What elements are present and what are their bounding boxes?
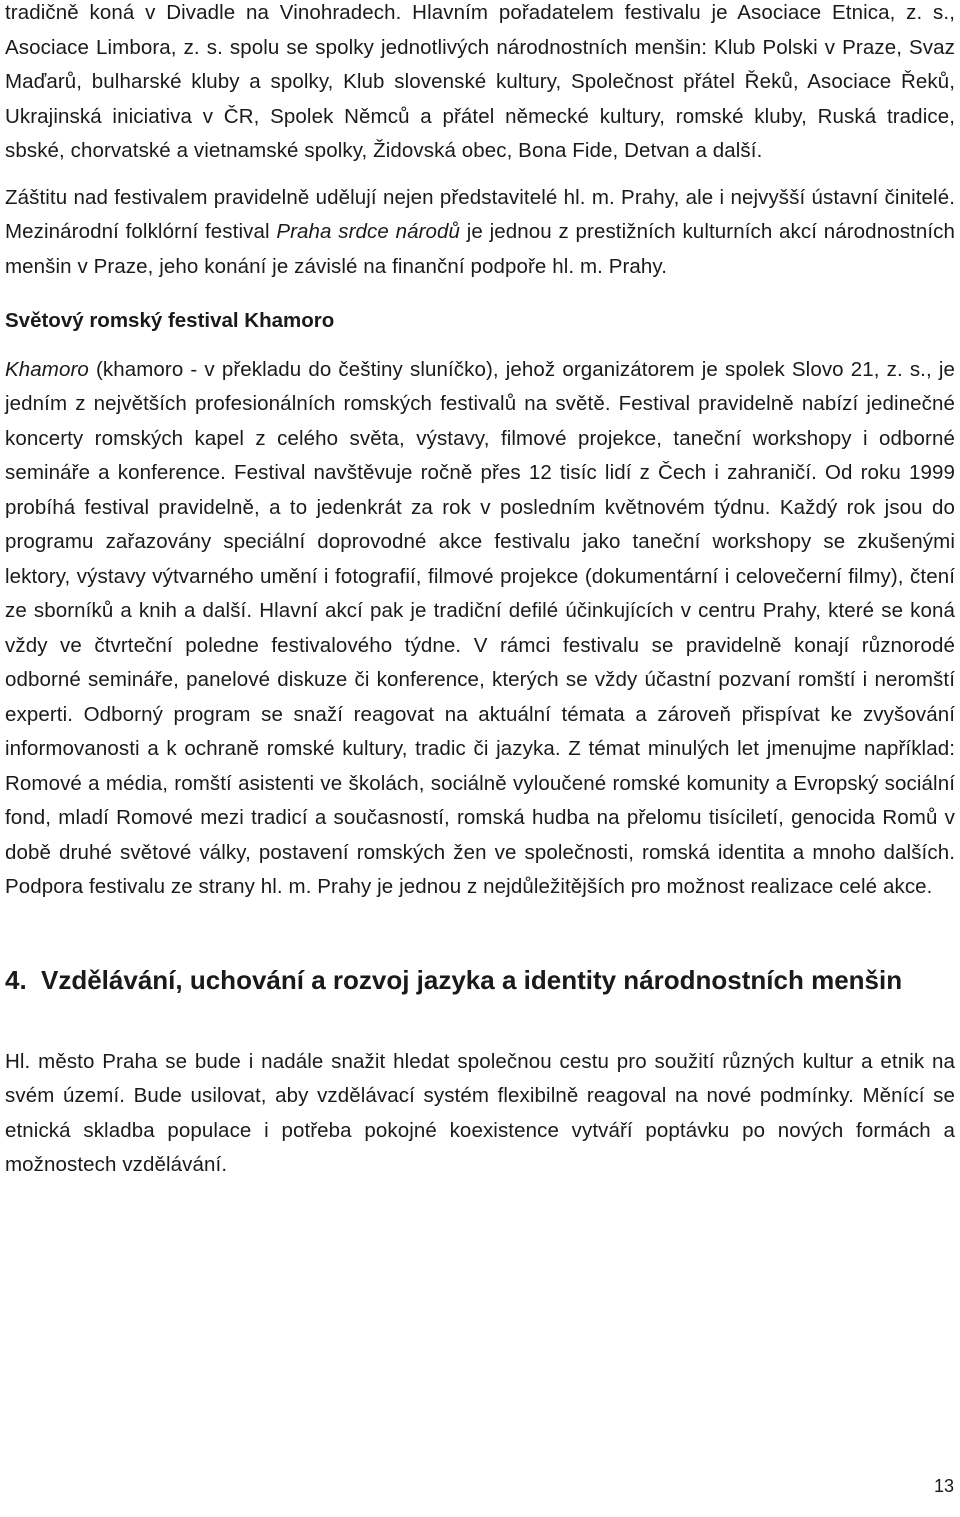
- paragraph-khamoro-body: (khamoro - v překladu do češtiny sluníčko), jehož organizátorem je spolek Slovo 21, z. s., je jedním z největších profesionálních romských festivalů na světě. Festival pravidelně nabízí jedinečné koncerty romských kapel z celého světa, výstavy, filmové projekce, taneční workshopy i odborné semináře a konference. Festival navštěvuje ročně přes 12 tisíc lidí z Čech i zahraničí. Od roku 1999 probíhá festival pravidelně, a to jedenkrát za rok v posledním květnovém týdnu. Každý rok jsou do programu zařazovány speciální doprovodné akce festivalu jako taneční workshopy se zkušenými lektory, výstavy výtvarného umění i fotografií, filmové projekce (dokumentární i celovečerní filmy), čtení ze sborníků a knih a další. Hlavní akcí pak je tradiční defilé účinkujících v centru Prahy, které se koná vždy ve čtvrteční poledne festivalového týdne. V rámci festivalu se pravidelně konají různorodé odborné semináře, panelové diskuze či konference, kterých se vždy účastní pozvaní romští i neromští experti. Odborný program se snaží reagovat na aktuální témata a zároveň přispívat ke zvyšování informovanosti a k ochraně romské kultury, tradic či jazyka. Z témat minulých let jmenujme například: Romové a média, romští asistenti ve školách, sociálně vyloučené romské komunity a Evropský sociální fond, mladí Romové mezi tradicí a současností, romská hudba na přelomu tisíciletí, genocida Romů v době druhé světové války, postavení romských žen ve společnosti, romská identita a mnoho dalších. Podpora festivalu ze strany hl. m. Prahy je jednou z nejdůležitějších pro možnost realizace celé akce.: [5, 357, 955, 898]
- chapter-number: 4.: [5, 964, 27, 995]
- festival-name-italic: Praha srdce národů: [276, 220, 461, 243]
- paragraph-festival-patronage-start: Záštitu nad festivalem pravidelně udělují nejen představitelé hl. m. Prahy, ale i nejvyšší ústavní činitelé. Mezinárodní folklórní festival: [5, 185, 955, 243]
- paragraph-education: Hl. město Praha se bude i nadále snažit hledat společnou cestu pro soužití různých kultur a etnik na svém území. Bude usilovat, aby vzdělávací systém flexibilně reagoval na nové podmínky. Měnící se etnická skladba populace i potřeba pokojné koexistence vytváří poptávku po nových formách a možnostech vzdělávání.: [5, 1049, 955, 1176]
- document-page: [5, 0, 955, 1183]
- paragraph-festival-organizers: tradičně koná v Divadle na Vinohradech. Hlavním pořadatelem festivalu je Asociace Etnica, z. s., Asociace Limbora, z. s. spolu se spolky jednotlivých národnostních menšin: Klub Polski v Praze, Svaz Maďarů, bulharské kluby a spolky, Klub slovenské kultury, Společnost přátel Řeků, Asociace Řeků, Ukrajinská iniciativa v ČR, Spolek Němců a přátel německé kultury, romské kluby, Ruská tradice, sbské, chorvatské a vietnamské spolky, Židovská obec, Bona Fide, Detvan a další.: [5, 1, 955, 162]
- paragraph-festival-patronage-end: je jednou z prestižních kulturních akcí národnostních menšin v Praze, jeho konání je závislé na finanční podpoře hl. m. Prahy.: [5, 220, 955, 278]
- khamoro-italic: Khamoro: [5, 357, 89, 381]
- section-heading-khamoro: Světový romský festival Khamoro: [5, 309, 335, 332]
- page-number: 13: [933, 1476, 954, 1496]
- chapter-title: Vzdělávání, uchování a rozvoj jazyka a identity národnostních menšin: [41, 964, 903, 995]
- chapter-heading: [5, 959, 955, 1001]
- paragraph-khamoro: [5, 353, 955, 905]
- paragraph-festival-patronage: [5, 181, 955, 285]
